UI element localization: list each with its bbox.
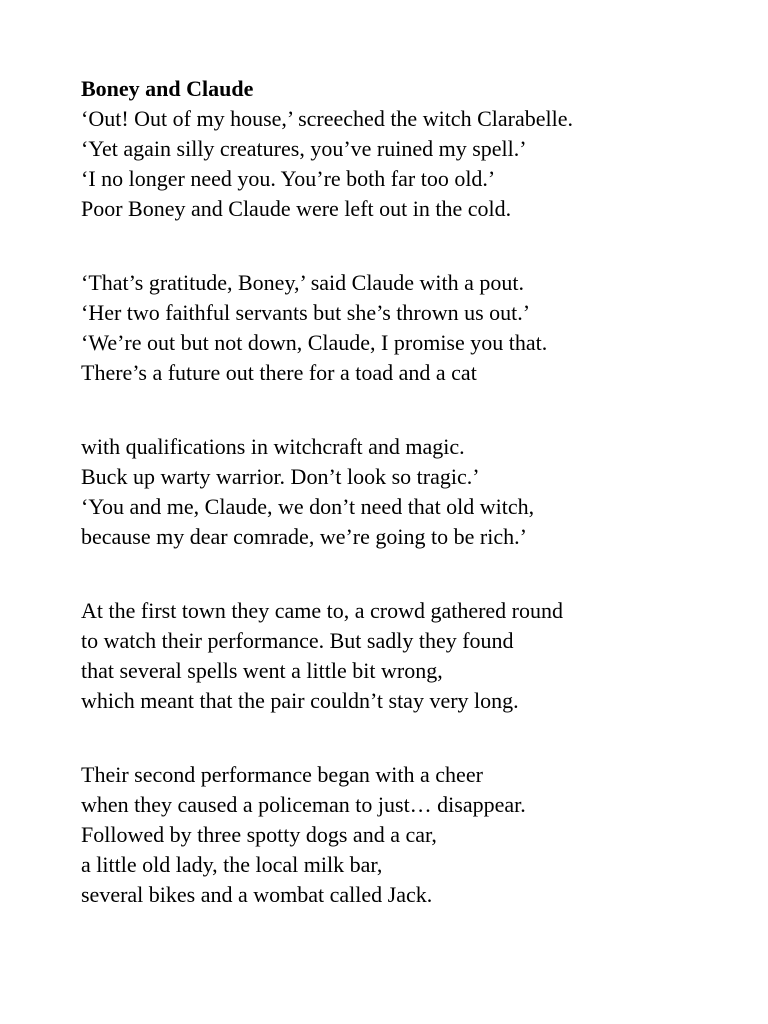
poem-line: with qualifications in witchcraft and magic. xyxy=(81,434,465,459)
poem-line: Followed by three spotty dogs and a car, xyxy=(81,822,437,847)
stanza-2 xyxy=(81,268,721,388)
poem-line: Their second performance began with a cheer xyxy=(81,762,483,787)
poem-line: that several spells went a little bit wrong, xyxy=(81,658,443,683)
poem-line: ‘We’re out but not down, Claude, I promise you that. xyxy=(81,330,548,355)
poem-line: because my dear comrade, we’re going to be rich.’ xyxy=(81,524,527,549)
poem-line: when they caused a policeman to just… disappear. xyxy=(81,792,526,817)
poem-line: ‘That’s gratitude, Boney,’ said Claude with a pout. xyxy=(81,270,524,295)
poem-line: to watch their performance. But sadly they found xyxy=(81,628,514,653)
poem-line: At the first town they came to, a crowd gathered round xyxy=(81,598,564,623)
poem-line: Poor Boney and Claude were left out in the cold. xyxy=(81,196,512,221)
poem-title: Boney and Claude xyxy=(81,76,254,101)
poem-line: which meant that the pair couldn’t stay very long. xyxy=(81,688,519,713)
poem-line: ‘You and me, Claude, we don’t need that old witch, xyxy=(81,494,535,519)
stanza-3 xyxy=(81,432,721,552)
poem-line: a little old lady, the local milk bar, xyxy=(81,852,383,877)
poem-line: There’s a future out there for a toad and a cat xyxy=(81,360,477,385)
poem-line: ‘Out! Out of my house,’ screeched the witch Clarabelle. xyxy=(81,106,573,131)
poem-line: several bikes and a wombat called Jack. xyxy=(81,882,433,907)
stanza-5 xyxy=(81,760,721,910)
stanza-4 xyxy=(81,596,721,716)
poem-page xyxy=(81,74,721,910)
stanza-1 xyxy=(81,74,721,224)
poem-line: ‘I no longer need you. You’re both far too old.’ xyxy=(81,166,496,191)
poem-line: ‘Her two faithful servants but she’s thrown us out.’ xyxy=(81,300,531,325)
poem-line: ‘Yet again silly creatures, you’ve ruined my spell.’ xyxy=(81,136,527,161)
poem-line: Buck up warty warrior. Don’t look so tragic.’ xyxy=(81,464,480,489)
